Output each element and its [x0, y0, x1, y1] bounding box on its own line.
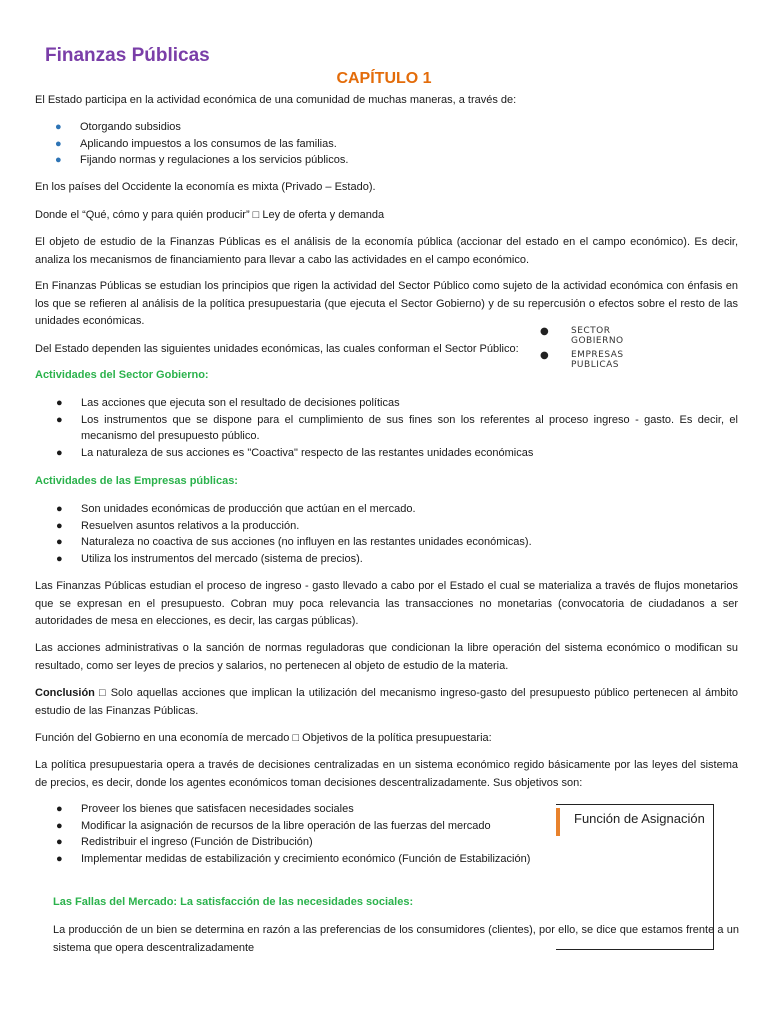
bullet-icon: ● [56, 803, 63, 815]
list-item: ● Las acciones que ejecuta son el resultado de decisiones políticas [81, 395, 738, 412]
conclusion-text: □ Solo aquellas acciones que implican la utilización del mecanismo ingreso-gasto del presupuesto público pertenecen al ámbito estudio de las Finanzas Públicas. [35, 687, 738, 717]
list-item: ● Naturaleza no coactiva de sus acciones (no influyen en las restantes unidades económicas). [81, 534, 738, 551]
document-page: Finanzas Públicas CAPÍTULO 1 El Estado participa en la actividad económica de una comunidad de muchas maneras, a través de: ● Otorgando subsidios ● Aplicando impuestos a los consumos de las familias. ● Fijando normas y regulaciones a los servicios públicos. En los países del Occidente la economía es mixta (Privado – Estado). Donde el “Qué, cómo y para quién producir” □ Ley de oferta y demanda El objeto de estudio de la Finanzas Públicas es el análisis de la economía pública (accionar del estado en el campo económico). Es decir, analiza los mecanismos de financiamiento para llevar a cabo las actividades en el campo económico. En Finanzas Públicas se estudian los principios que rigen la actividad del Sector Público como sujeto de la actividad económica con énfasis en los que se refieren al análisis de la política presupuestaria (que ejecuta el Sector Gobierno) y de su repercusión o efectos sobre el resto de las unidades económicas. ● SECTOR GOBIERNO ● EMPRESAS PUBLICAS Del Estado dependen las siguientes unidades económicas, las cuales conforman el Sector Público: Actividades del Sector Gobierno: ● Las acciones que ejecuta son el resultado de decisiones políticas ● Los instrumentos que se dispone para el cumplimiento de sus fines son los referentes al proceso ingreso - gasto. Es decir, el mecanismo del presupuesto público. ● La naturaleza de sus acciones es "Coactiva" respecto de las restantes unidades económicas Actividades de las Empresas públicas: ● Son unidades económicas de producción que actúan en el mercado. ● Resuelven asuntos relativos a la producción. ● Naturaleza no coactiva de sus acciones (no influyen en las restantes unidades económicas). ● Utiliza los instrumentos del mercado (sistema de precios). Las Finanzas Públicas estudian el proceso de ingreso - gasto llevado a cabo por el Estado el cual se materializa a través de flujos monetarios que se expresan en el presupuesto. Cobran muy poca relevancia las transacciones no monetarias (convocatoria de ciudadanos a ser autoridades de mesa en elecciones, es decir, las cargas públicas). Las acciones administrativas o la sanción de normas reguladoras que condicionan la libre operación del sistema económico o modifican su resultado, como ser leyes de precios y salarios, no pertenecen al objeto de estudio de la materia. Conclusión □ Solo aquellas acciones que implican la utilización del mecanismo ingreso-gasto del presupuesto público pertenecen al ámbito estudio de las Finanzas Públicas. Función del Gobierno en una economía de mercado □ Objetivos de la política presupuestaria: La política presupuestaria opera a través de decisiones centralizadas en un sistema económico regido básicamente por las leyes del sistema de precios, es decir, donde los agentes económicos toman decisiones descentralizadamente. Sus objetivos son: Función de Asignación ● Proveer los bienes que satisfacen necesidades sociales ● Modificar la asignación de recursos de la libre operación de las fuerzas del mercado ● Redistribuir el ingreso (Función de Distribución) ● Implementar medidas de estabilización y crecimiento económico (Función de Estabilización) Las Fallas del Mercado: La satisfacción de las necesidades sociales: La producción de un bien se determina en razón a las preferencias de los consumidores (clientes), por ello, se dice que estamos frente a un sistema que opera descentralizadamente [0, 0, 768, 1024]
section-heading-gobierno: Actividades del Sector Gobierno: [35, 369, 209, 381]
bullet-icon: ● [540, 326, 550, 337]
objetivos-list [56, 801, 551, 867]
list-item: ● Proveer los bienes que satisfacen necesidades sociales [81, 801, 551, 818]
gobierno-list [56, 395, 738, 461]
bullet-icon: ● [56, 503, 63, 515]
bullet-icon: ● [56, 397, 63, 409]
list-item: ● La naturaleza de sus acciones es "Coactiva" respecto de las restantes unidades económicas [81, 445, 738, 462]
empresas-list [56, 501, 738, 567]
bullet-icon: ● [56, 852, 63, 865]
bullet-icon: ● [56, 536, 63, 548]
intro-list [55, 119, 720, 169]
bullet-icon: ● [55, 137, 62, 150]
list-item: ● Los instrumentos que se dispone para el cumplimiento de sus fines son los referentes al proceso ingreso - gasto. Es decir, el mecanismo del presupuesto público. [56, 413, 738, 442]
paragraph-acciones: Las acciones administrativas o la sanción de normas reguladoras que condicionan la libre operación del sistema económico o modifican su resultado, como ser leyes de precios y salarios, no pertenecen al objeto de estudio de la materia. [35, 642, 738, 672]
list-item: ● Implementar medidas de estabilización y crecimiento económico (Función de Estabilización) [81, 851, 551, 868]
list-item: ● Aplicando impuestos a los consumos de las familias. [80, 136, 720, 153]
document-title: Finanzas Públicas [45, 45, 210, 66]
paragraph-occidente: En los países del Occidente la economía es mixta (Privado – Estado). [35, 181, 376, 193]
paragraph-conclusion [35, 685, 738, 720]
paragraph-objeto: El objeto de estudio de la Finanzas Públicas es el análisis de la economía pública (accionar del estado en el campo económico). Es decir, analiza los mecanismos de financiamiento para llevar a cabo las actividades en el campo económico. [35, 236, 738, 266]
bullet-icon: ● [56, 819, 63, 832]
bullet-icon: ● [56, 446, 63, 459]
chapter-heading: CAPÍTULO 1 [336, 70, 432, 87]
bullet-icon: ● [56, 552, 63, 565]
paragraph-fallas: La producción de un bien se determina en razón a las preferencias de los consumidores (clientes), por ello, se dice que estamos frente a un sistema que opera descentralizadamente [53, 924, 739, 954]
section-heading-fallas: Las Fallas del Mercado: La satisfacción de las necesidades sociales: [53, 896, 414, 908]
list-item: ● Resuelven asuntos relativos a la producción. [81, 518, 738, 535]
bullet-icon: ● [56, 519, 63, 532]
box-accent-bar [556, 808, 560, 836]
bullet-icon: ● [55, 121, 62, 133]
paragraph-donde: Donde el “Qué, cómo y para quién producir” □ Ley de oferta y demanda [35, 209, 385, 221]
list-item: ● Modificar la asignación de recursos de la libre operación de las fuerzas del mercado [81, 818, 551, 835]
list-item: ● Redistribuir el ingreso (Función de Distribución) [81, 834, 551, 851]
funcion-asignacion-label: Función de Asignación [574, 811, 705, 826]
bullet-icon: ● [55, 154, 62, 166]
section-heading-empresas: Actividades de las Empresas públicas: [35, 475, 238, 487]
paragraph-funcion: Función del Gobierno en una economía de mercado □ Objetivos de la política presupuestaria: [35, 732, 492, 744]
list-item: ● Fijando normas y regulaciones a los servicios públicos. [80, 152, 720, 169]
intro-paragraph: El Estado participa en la actividad económica de una comunidad de muchas maneras, a través de: [35, 94, 517, 106]
conclusion-label: Conclusión [35, 687, 95, 699]
bullet-icon: ● [56, 836, 63, 848]
paragraph-principios: En Finanzas Públicas se estudian los principios que rigen la actividad del Sector Público como sujeto de la actividad económica con énfasis en los que se refieren al análisis de la política presupuestaria (que ejecuta el Sector Gobierno) y de su repercusión o efectos sobre el resto de las unidades económicas. [35, 280, 738, 327]
paragraph-politica: La política presupuestaria opera a través de decisiones centralizadas en un sistema económico regido básicamente por las leyes del sistema de precios, es decir, donde los agentes económicos toman decisiones descentralizadamente. Sus objetivos son: [35, 759, 738, 789]
list-item: ● Otorgando subsidios [80, 119, 720, 136]
bullet-icon: ● [540, 350, 550, 361]
bullet-icon: ● [56, 413, 63, 426]
paragraph-estudian: Las Finanzas Públicas estudian el proceso de ingreso - gasto llevado a cabo por el Estado el cual se materializa a través de flujos monetarios que se expresan en el presupuesto. Cobran muy poca relevancia las transacciones no monetarias (convocatoria de ciudadanos a ser autoridades de mesa en elecciones, es decir, las cargas públicas). [35, 580, 738, 627]
list-item: ● Son unidades económicas de producción que actúan en el mercado. [81, 501, 738, 518]
paragraph-depende: Del Estado dependen las siguientes unidades económicas, las cuales conforman el Sector Público: [35, 343, 519, 355]
list-item: ● Utiliza los instrumentos del mercado (sistema de precios). [81, 551, 738, 568]
